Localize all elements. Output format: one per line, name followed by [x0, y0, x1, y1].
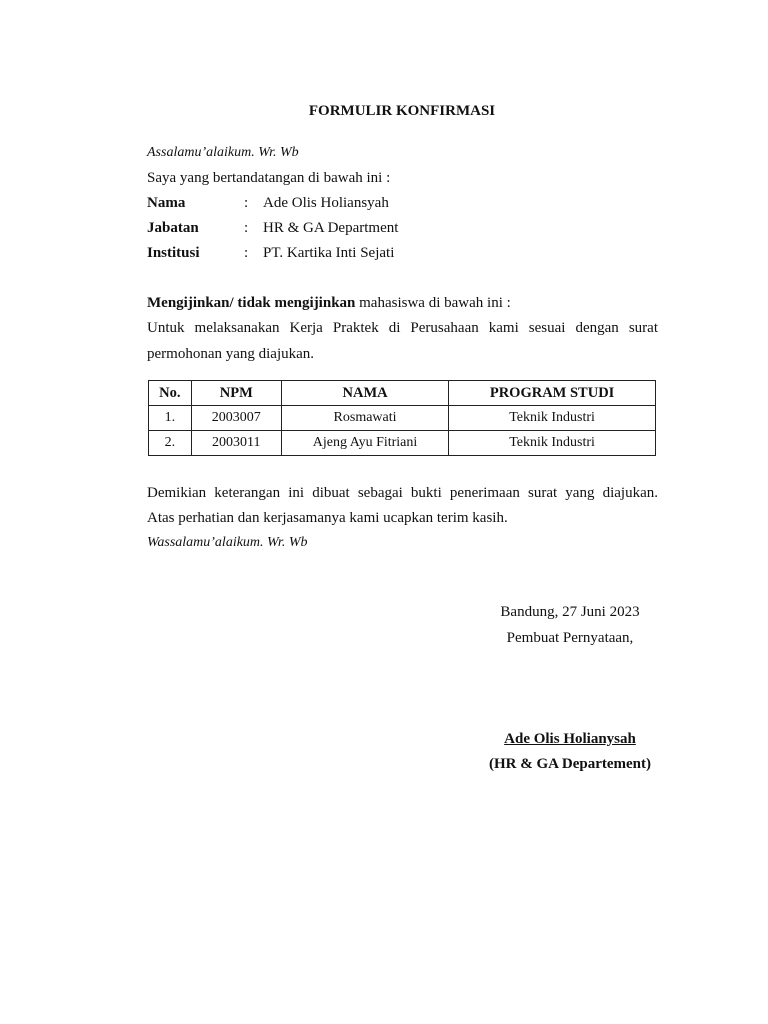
signer-name-text: Ade Olis Holianysah	[504, 731, 636, 747]
table-row	[149, 431, 656, 456]
field-value: Ade Olis Holiansyah	[263, 195, 389, 211]
farewell: Wassalamu’alaikum. Wr. Wb	[147, 535, 308, 550]
intro-text: Saya yang bertandatangan di bawah ini :	[147, 170, 391, 186]
cell-program-studi: Teknik Industri	[449, 431, 656, 456]
document-title: FORMULIR KONFIRMASI	[308, 103, 496, 119]
field-label: Jabatan	[147, 220, 199, 236]
table-header-row	[149, 381, 656, 406]
header-npm: NPM	[191, 381, 281, 406]
purpose-line-1: Untuk melaksanakan Kerja Praktek di Perusahaan kami sesuai dengan surat	[147, 320, 658, 336]
maker-label: Pembuat Pernyataan,	[506, 630, 634, 646]
greeting: Assalamu’alaikum. Wr. Wb	[147, 145, 299, 160]
header-program-studi: PROGRAM STUDI	[449, 381, 656, 406]
purpose-line-2: permohonan yang diajukan.	[147, 346, 315, 362]
field-value: PT. Kartika Inti Sejati	[263, 245, 395, 261]
field-row-jabatan	[147, 220, 667, 240]
field-colon: :	[244, 220, 249, 236]
field-row-institusi	[147, 245, 667, 265]
closing-line-2: Atas perhatian dan kerjasamanya kami ucapkan terim kasih.	[147, 510, 508, 526]
field-colon: :	[244, 195, 249, 211]
cell-no: 2.	[149, 431, 192, 456]
cell-npm: 2003011	[191, 431, 281, 456]
cell-npm: 2003007	[191, 406, 281, 431]
field-label: Institusi	[147, 245, 200, 261]
signer-title-text: (HR & GA Departement)	[488, 756, 652, 772]
permission-bold: Mengijinkan/ tidak mengijinkan	[147, 295, 356, 311]
header-nama: NAMA	[281, 381, 448, 406]
permission-rest: mahasiswa di bawah ini :	[355, 295, 511, 311]
cell-program-studi: Teknik Industri	[449, 406, 656, 431]
field-label: Nama	[147, 195, 186, 211]
field-colon: :	[244, 245, 249, 261]
closing-line-1: Demikian keterangan ini dibuat sebagai bukti penerimaan surat yang diajukan.	[147, 485, 658, 501]
field-row-nama	[147, 195, 667, 215]
cell-no: 1.	[149, 406, 192, 431]
cell-nama: Rosmawati	[281, 406, 448, 431]
signer-name	[470, 731, 670, 748]
signer-title	[470, 756, 670, 773]
field-value: HR & GA Department	[263, 220, 399, 236]
permission-line	[147, 295, 511, 312]
table-row	[149, 406, 656, 431]
place-date: Bandung, 27 Juni 2023	[500, 604, 640, 620]
cell-nama: Ajeng Ayu Fitriani	[281, 431, 448, 456]
header-no: No.	[149, 381, 192, 406]
students-table	[148, 380, 656, 456]
